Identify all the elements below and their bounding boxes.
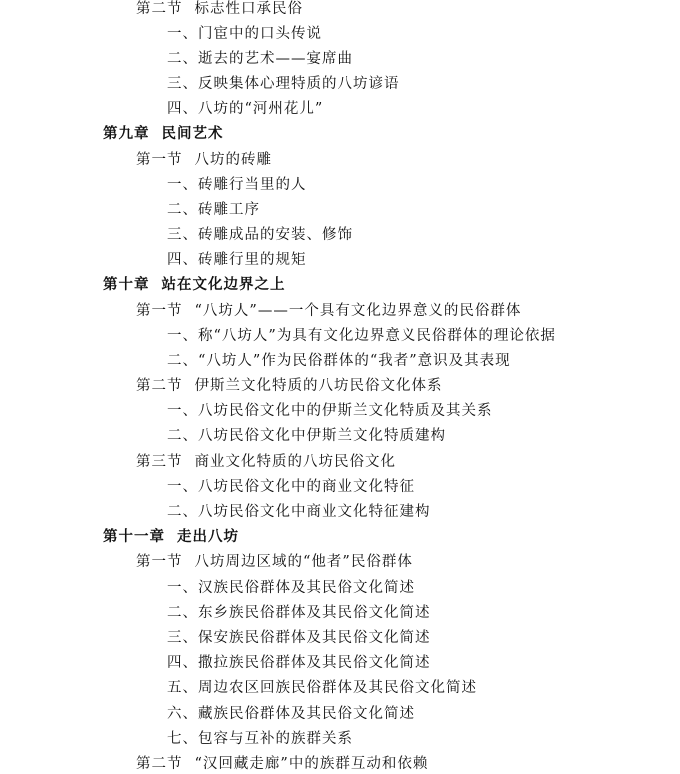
section-title: 八坊的砖雕 (194, 152, 272, 168)
toc-item: 五、周边农区回族民俗群体及其民俗文化简述 (167, 680, 477, 696)
chapter-title: 走出八坊 (177, 528, 239, 545)
toc-item: 一、八坊民俗文化中的伊斯兰文化特质及其关系 (167, 403, 493, 419)
toc-item: 二、东乡族民俗群体及其民俗文化简述 (167, 605, 431, 621)
section-title: 商业文化特质的八坊民俗文化 (194, 454, 396, 470)
toc-item: 三、砖雕成品的安装、修饰 (167, 227, 353, 243)
section-title: 伊斯兰文化特质的八坊民俗文化体系 (194, 378, 443, 394)
toc-item: 一、汉族民俗群体及其民俗文化简述 (167, 580, 415, 596)
section-number: 第二节 (136, 378, 183, 394)
toc-item: 一、八坊民俗文化中的商业文化特征 (167, 479, 415, 495)
section-number: 第一节 (136, 303, 183, 319)
chapter-number: 第九章 (103, 125, 150, 142)
toc-item: 二、八坊民俗文化中伊斯兰文化特质建构 (167, 428, 446, 444)
toc-item: 三、反映集体心理特质的八坊谚语 (167, 76, 400, 92)
section-title: “八坊人”——一个具有文化边界意义的民俗群体 (194, 303, 522, 319)
toc-section (136, 755, 428, 773)
toc-chapter (103, 528, 239, 546)
toc-item: 四、八坊的“河州花儿” (167, 101, 324, 117)
section-number: 第三节 (136, 454, 183, 470)
toc-item: 二、八坊民俗文化中商业文化特征建构 (167, 504, 431, 520)
section-title: 八坊周边区域的“他者”民俗群体 (194, 554, 413, 570)
toc-item: 二、逝去的艺术——宴席曲 (167, 51, 353, 67)
toc-chapter (103, 276, 286, 294)
toc-section (136, 377, 443, 395)
toc-item: 六、藏族民俗群体及其民俗文化简述 (167, 706, 415, 722)
section-title: 标志性口承民俗 (194, 1, 303, 17)
section-title: “汉回藏走廊”中的族群互动和依赖 (194, 756, 429, 772)
toc-chapter (103, 125, 224, 143)
toc-section (136, 0, 303, 18)
chapter-title: 民间艺术 (161, 125, 224, 142)
toc-item: 二、砖雕工序 (167, 202, 260, 218)
chapter-number: 第十章 (103, 276, 150, 293)
toc-item: 四、撒拉族民俗群体及其民俗文化简述 (167, 655, 431, 671)
section-number: 第二节 (136, 1, 183, 17)
toc-item: 一、称“八坊人”为具有文化边界意义民俗群体的理论依据 (167, 328, 556, 344)
toc-section (136, 151, 272, 169)
toc-item: 一、砖雕行当里的人 (167, 177, 307, 193)
toc-item: 四、砖雕行里的规矩 (167, 252, 307, 268)
toc-item: 一、门宦中的口头传说 (167, 26, 322, 42)
toc-section (136, 302, 521, 320)
toc-section (136, 453, 396, 471)
section-number: 第一节 (136, 152, 183, 168)
section-number: 第一节 (136, 554, 183, 570)
toc-item: 二、“八坊人”作为民俗群体的“我者”意识及其表现 (167, 353, 511, 369)
chapter-title: 站在文化边界之上 (161, 276, 286, 293)
chapter-number: 第十一章 (103, 528, 165, 545)
toc-item: 三、保安族民俗群体及其民俗文化简述 (167, 630, 431, 646)
toc-item: 七、包容与互补的族群关系 (167, 731, 353, 747)
section-number: 第二节 (136, 756, 183, 772)
toc-section (136, 553, 413, 571)
